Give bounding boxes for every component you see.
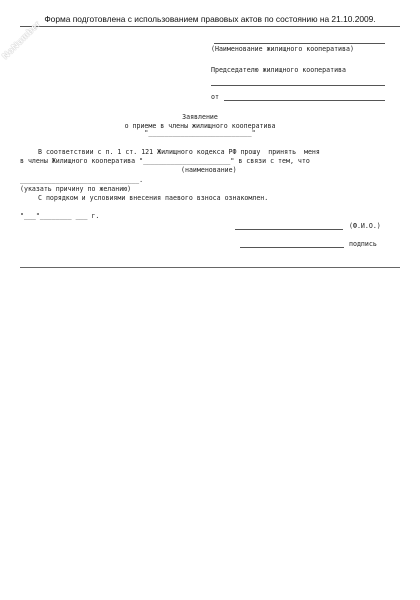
chair-line: Председателю жилищного кооператива <box>211 66 346 74</box>
form-banner: Форма подготовлена с использованием правовых актов по состоянию на 21.10.2009. <box>20 14 400 27</box>
fio-line <box>235 229 343 230</box>
doc-subtitle: о приеме в члены жилищного кооператива <box>124 122 276 130</box>
paragraph-2: С порядком и условиями внесения паевого взноса ознакомлен. <box>38 194 269 202</box>
name-caption: (наименование) <box>181 166 237 174</box>
coop-name-line <box>214 43 385 44</box>
fio-caption: (Ф.И.О.) <box>349 222 381 230</box>
paragraph-1-line-2: в члены Жилищного кооператива "______________________" в связи с тем, что <box>20 157 310 165</box>
paragraph-1-line-1: В соответствии с п. 1 ст. 121 Жилищного кодекса РФ прошу принять меня <box>38 148 320 156</box>
doc-coop-blank: "__________________________" <box>144 129 256 137</box>
signature-caption: подпись <box>349 240 377 248</box>
reason-caption: (указать причину по желанию) <box>20 185 132 193</box>
bottom-rule <box>20 267 400 268</box>
watermark: NoNumber <box>0 18 43 62</box>
date-line: "___"________ ___ г. <box>20 212 100 220</box>
from-label: от <box>211 93 219 101</box>
signature-line <box>240 247 344 248</box>
coop-name-caption: (Наименование жилищного кооператива) <box>211 45 354 53</box>
chair-fill-line <box>211 85 385 86</box>
reason-line: ______________________________. <box>20 176 144 184</box>
doc-title: Заявление <box>182 113 218 121</box>
from-fill-line <box>224 100 385 101</box>
